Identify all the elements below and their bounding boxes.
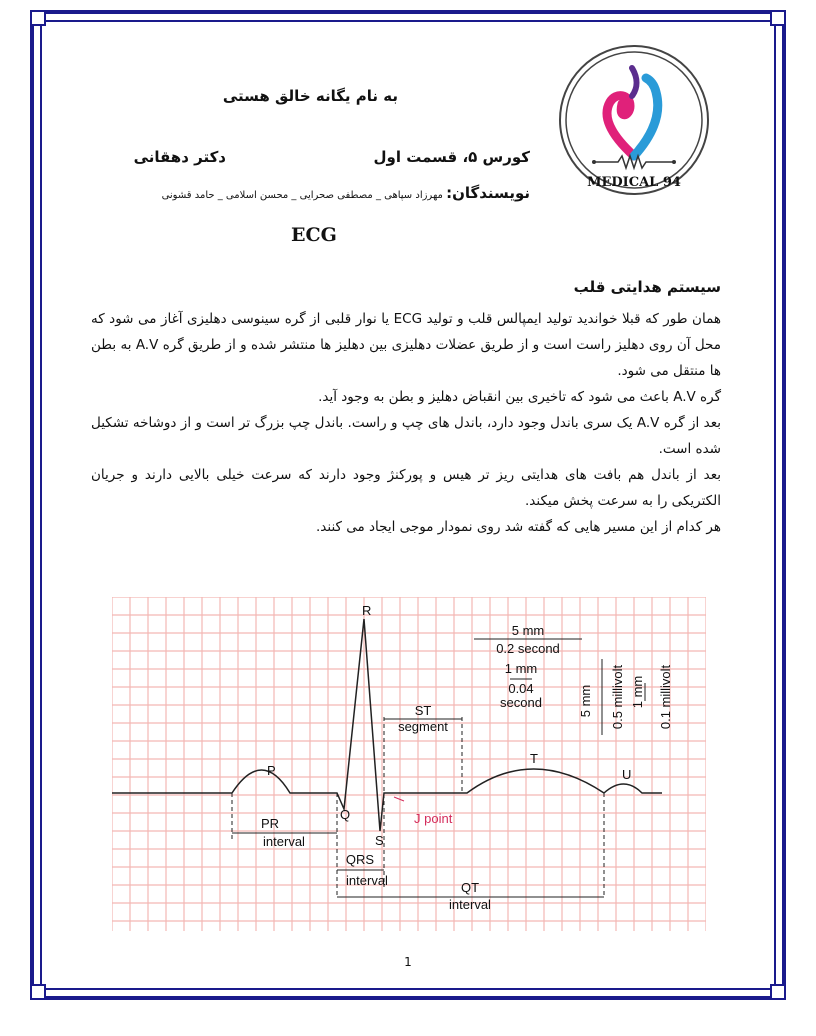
qrs-label: QRS [345, 852, 375, 867]
section-body [91, 306, 721, 540]
st-label: ST [414, 703, 432, 718]
course-title: کورس ۵، قسمت اول [373, 148, 530, 166]
page-number: 1 [404, 955, 412, 969]
medical94-logo [558, 44, 710, 196]
scale-004: 0.04 [508, 681, 534, 696]
scale-5mm: 5 mm [511, 623, 545, 638]
paragraph: گره A.V باعث می شود که تاخیری بین انقباض دهلیز و بطن به وجود آید. [318, 389, 721, 405]
border-corner [30, 10, 46, 26]
authors: مهرزاد سپاهی _ مصطفی صحرایی _ محسن اسلامی _ حامد قشونی [161, 190, 443, 201]
label-r: R [362, 603, 372, 618]
logo-text: MEDICAL 94 [587, 175, 681, 190]
label-t: T [530, 751, 538, 766]
vscale-1mm: 1 mm [630, 675, 645, 709]
st-segment: segment [398, 719, 448, 734]
scale-1mm: 1 mm [504, 661, 538, 676]
pr-interval: interval [263, 834, 305, 849]
paragraph: بعد از باندل هم بافت های هدایتی ریز تر هیس و پورکنژ وجود دارند که سرعت خیلی بالایی دارند و جریان الکتریکی را به سرعت پخش میکند. [91, 467, 721, 509]
label-p: P [267, 763, 276, 778]
label-s: S [375, 833, 384, 848]
authors-label: نویسندگان: [446, 184, 530, 202]
ecg-diagram [112, 597, 706, 931]
scale-02s: 0.2 second [496, 641, 560, 656]
section-heading: سیستم هدایتی قلب [573, 278, 721, 296]
border-corner [30, 984, 46, 1000]
qrs-interval: interval [346, 873, 388, 888]
pr-label: PR [260, 816, 280, 831]
vscale-05mv: 0.5 millivolt [610, 664, 625, 730]
doctor-name: دکتر دهقانی [133, 148, 226, 166]
topic-title: ECG [291, 224, 337, 246]
j-point-label: J point [414, 811, 453, 826]
qt-interval: interval [449, 897, 491, 912]
qt-label: QT [460, 880, 480, 895]
paragraph: هر کدام از این مسیر هایی که گفته شد روی نمودار موجی ایجاد می کنند. [316, 519, 721, 535]
bismillah: به نام یگانه خالق هستی [222, 87, 398, 105]
vscale-01mv: 0.1 millivolt [658, 664, 673, 730]
label-q: Q [340, 807, 351, 822]
vscale-5mm: 5 mm [578, 684, 593, 718]
authors-line [162, 184, 530, 202]
border-corner [770, 984, 786, 1000]
scale-second: second [500, 695, 542, 710]
paragraph: بعد از گره A.V یک سری باندل وجود دارد، باندل های چپ و راست. باندل چپ بزرگ تر است و از دوشاخه تشکیل شده است. [91, 415, 721, 457]
paragraph: همان طور که قبلا خواندید تولید ایمپالس قلب و تولید ECG یا نوار قلبی از گره سینوسی دهلیزی آغاز می شود که محل آن روی دهلیز راست است و از طریق عضلات دهلیزی بین دهلیز ها منتشر شده و از طریق گره A.V به بطن ها منتقل می شود. [91, 311, 722, 379]
label-u: U [622, 767, 632, 782]
border-corner [770, 10, 786, 26]
